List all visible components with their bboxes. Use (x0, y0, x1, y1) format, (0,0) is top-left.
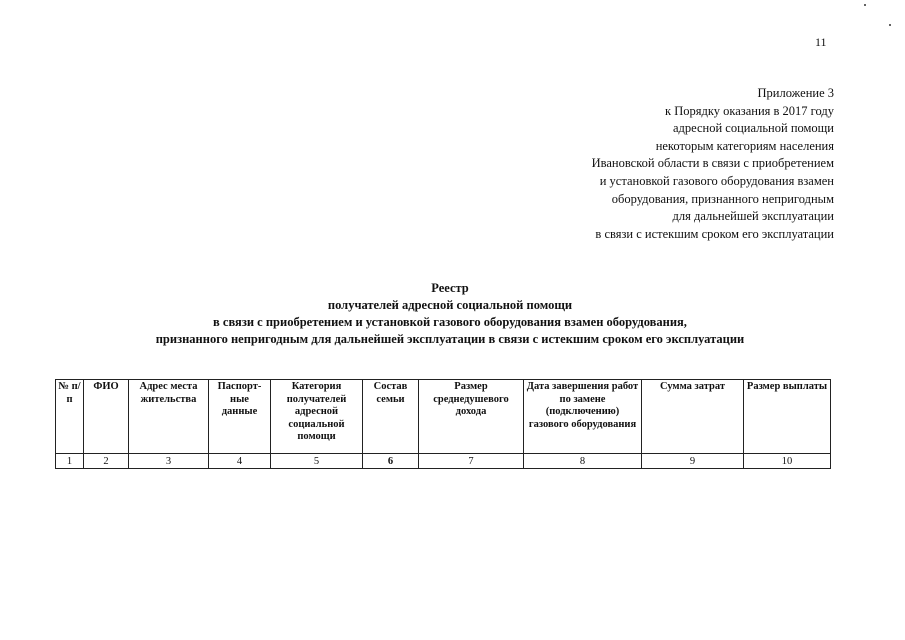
column-number: 2 (84, 454, 129, 469)
column-header: Размер среднедушевого дохода (419, 380, 524, 454)
column-header: Категория получателей адресной социальной помощи (271, 380, 363, 454)
title-line: признанного непригодным для дальнейшей эксплуатации в связи с истекшим сроком его эксплуатации (155, 332, 745, 346)
column-header: № п/п (56, 380, 84, 454)
column-number: 3 (129, 454, 209, 469)
appendix-line: некоторым категориям населения (655, 138, 834, 153)
column-number: 10 (744, 454, 831, 469)
column-number: 7 (419, 454, 524, 469)
page-number: 11 (815, 35, 827, 49)
column-header: Адрес места жительства (129, 380, 209, 454)
title-line: Реестр (431, 281, 469, 295)
title-line: получателей адресной социальной помощи (327, 298, 573, 312)
column-number: 1 (56, 454, 84, 469)
column-number: 5 (271, 454, 363, 469)
registry-table (55, 379, 831, 469)
scan-speck (864, 4, 866, 6)
column-number: 4 (209, 454, 271, 469)
appendix-line: к Порядку оказания в 2017 году (665, 103, 834, 118)
document-title (40, 280, 860, 348)
column-header: Паспорт-ные данные (209, 380, 271, 454)
table-row (56, 454, 831, 469)
appendix-line: в связи с истекшим сроком его эксплуатации (595, 226, 834, 241)
column-number: 6 (363, 454, 419, 469)
title-line: в связи с приобретением и установкой газового оборудования взамен оборудования, (213, 315, 687, 329)
appendix-line: Приложение 3 (757, 86, 834, 100)
column-header: Сумма затрат (642, 380, 744, 454)
scan-speck (889, 24, 891, 26)
column-header: ФИО (84, 380, 129, 454)
table-header-row (56, 380, 831, 454)
appendix-line: Ивановской области в связи с приобретением (591, 156, 834, 171)
appendix-line: для дальнейшей эксплуатации (672, 209, 834, 224)
appendix-line: и установкой газового оборудования взамен (599, 173, 834, 188)
appendix-header (474, 85, 834, 243)
column-header: Размер выплаты (744, 380, 831, 454)
appendix-line: адресной социальной помощи (672, 121, 834, 136)
appendix-line: оборудования, признанного непригодным (611, 191, 834, 206)
column-header: Состав семьи (363, 380, 419, 454)
column-number: 8 (524, 454, 642, 469)
column-number: 9 (642, 454, 744, 469)
column-header: Дата завершения работ по замене (подключению) газового оборудования (524, 380, 642, 454)
